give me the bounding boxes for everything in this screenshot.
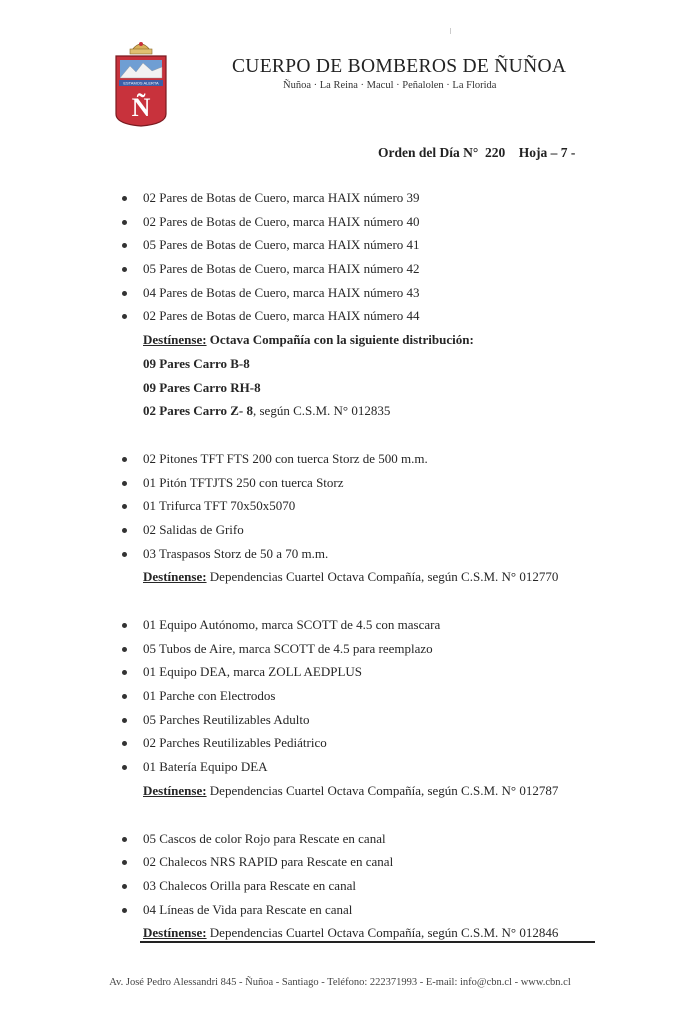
list-item: 05 Pares de Botas de Cuero, marca HAIX número 42 — [0, 257, 680, 281]
bullet-icon — [122, 718, 127, 723]
list-item: 02 Chalecos NRS RAPID para Rescate en canal — [0, 850, 680, 874]
list-item: 02 Salidas de Grifo — [0, 518, 680, 542]
bullet-icon — [122, 457, 127, 462]
destination-label: Destínense: — [143, 569, 207, 585]
list-item: 03 Chalecos Orilla para Rescate en canal — [0, 874, 680, 898]
bullet-icon — [122, 670, 127, 675]
distribution-line: 09 Pares Carro B-8 — [143, 355, 250, 371]
list-item: 04 Líneas de Vida para Rescate en canal — [0, 898, 680, 922]
fire-department-crest-icon — [112, 36, 170, 128]
item-section-3 — [0, 613, 680, 803]
list-item: 05 Pares de Botas de Cuero, marca HAIX número 41 — [0, 233, 680, 257]
list-item: 01 Batería Equipo DEA — [0, 755, 680, 779]
list-item: 01 Pitón TFTJTS 250 con tuerca Storz — [0, 471, 680, 495]
bullet-icon — [122, 291, 127, 296]
closing-rule — [140, 941, 595, 943]
list-item: 01 Trifurca TFT 70x50x5070 — [0, 494, 680, 518]
bullet-icon — [122, 220, 127, 225]
document-body — [0, 186, 680, 945]
list-item: 01 Equipo Autónomo, marca SCOTT de 4.5 con mascara — [0, 613, 680, 637]
list-item: 02 Pares de Botas de Cuero, marca HAIX número 39 — [0, 186, 680, 210]
destination-text: Dependencias Cuartel Octava Compañía, según C.S.M. N° 012770 — [206, 569, 559, 585]
list-item: 02 Parches Reutilizables Pediátrico — [0, 731, 680, 755]
list-item: 01 Parche con Electrodos — [0, 684, 680, 708]
destination-line — [0, 328, 680, 352]
bullet-icon — [122, 765, 127, 770]
bullet-icon — [122, 623, 127, 628]
distribution-line: 02 Pares Carro Z- 8, según C.S.M. N° 012835 — [143, 403, 391, 419]
destination-label: Destínense: — [143, 782, 207, 798]
bullet-icon — [122, 908, 127, 913]
order-of-day-line — [378, 145, 575, 161]
distribution-line: 09 Pares Carro RH-8 — [143, 379, 261, 395]
bullet-icon — [122, 314, 127, 319]
scan-mark — [450, 28, 451, 34]
order-number: 220 — [485, 145, 506, 160]
list-item: 04 Pares de Botas de Cuero, marca HAIX número 43 — [0, 281, 680, 305]
sheet-label: Hoja – 7 - — [518, 145, 576, 160]
destination-text: Octava Compañía con la siguiente distribución: — [206, 332, 474, 348]
bullet-icon — [122, 504, 127, 509]
order-label: Orden del Día N° — [378, 145, 479, 160]
item-section-4 — [0, 827, 680, 945]
list-item: 05 Parches Reutilizables Adulto — [0, 708, 680, 732]
list-item: 02 Pitones TFT FTS 200 con tuerca Storz de 500 m.m. — [0, 447, 680, 471]
bullet-icon — [122, 196, 127, 201]
bullet-icon — [122, 884, 127, 889]
bullet-icon — [122, 741, 127, 746]
list-item: 02 Pares de Botas de Cuero, marca HAIX número 44 — [0, 304, 680, 328]
bullet-icon — [122, 552, 127, 557]
item-section-1 — [0, 186, 680, 423]
list-item: 01 Equipo DEA, marca ZOLL AEDPLUS — [0, 660, 680, 684]
bullet-icon — [122, 267, 127, 272]
list-item: 02 Pares de Botas de Cuero, marca HAIX número 40 — [0, 210, 680, 234]
bullet-icon — [122, 837, 127, 842]
destination-text: Dependencias Cuartel Octava Compañía, según C.S.M. N° 012787 — [206, 782, 559, 798]
destination-line — [0, 565, 680, 589]
item-section-2 — [0, 447, 680, 589]
list-item: 05 Cascos de color Rojo para Rescate en canal — [0, 827, 680, 851]
bullet-icon — [122, 528, 127, 533]
organization-title: CUERPO DE BOMBEROS DE ÑUÑOA — [232, 56, 567, 77]
list-item: 03 Traspasos Storz de 50 a 70 m.m. — [0, 542, 680, 566]
bullet-icon — [122, 481, 127, 486]
crest-banner-text: ESTAMOS ALERTA — [123, 80, 159, 86]
bullet-icon — [122, 243, 127, 248]
destination-text: Dependencias Cuartel Octava Compañía, según C.S.M. N° 012846 — [206, 925, 559, 941]
destination-label: Destínense: — [143, 925, 207, 941]
organization-communes: Ñuñoa · La Reina · Macul · Peñalolen · La Florida — [283, 80, 497, 91]
footer-address: Av. José Pedro Alessandri 845 - Ñuñoa - Santiago - Teléfono: 222371993 - E-mail: info@cbn.cl - www.cbn.cl — [109, 977, 571, 988]
bullet-icon — [122, 647, 127, 652]
destination-line — [0, 779, 680, 803]
list-item: 05 Tubos de Aire, marca SCOTT de 4.5 para reemplazo — [0, 637, 680, 661]
bullet-icon — [122, 694, 127, 699]
bullet-icon — [122, 860, 127, 865]
destination-label: Destínense: — [143, 332, 207, 348]
crest-letter-text: Ñ — [131, 93, 151, 122]
